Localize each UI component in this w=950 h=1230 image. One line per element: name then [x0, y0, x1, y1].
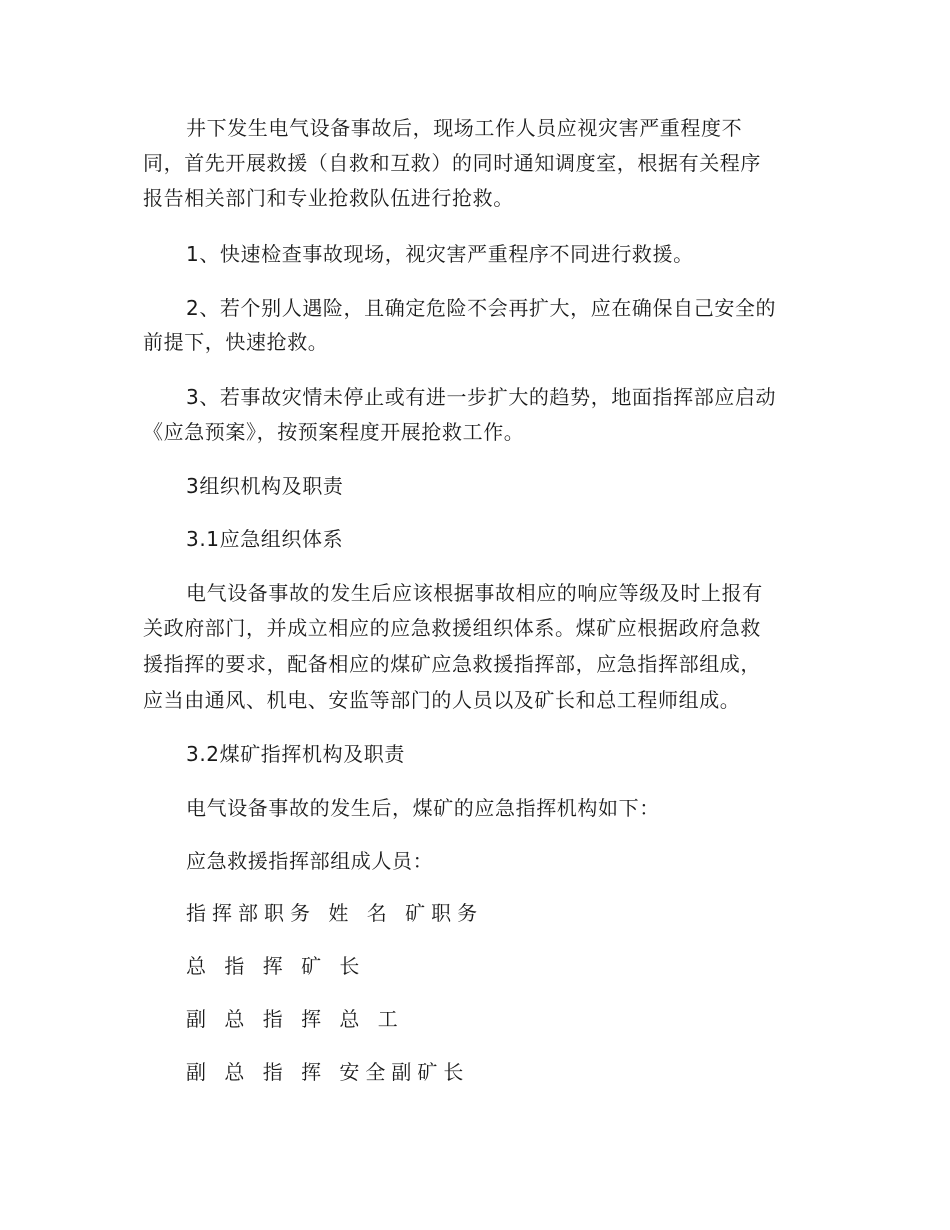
paragraph-line: 援指挥的要求，配备相应的煤矿应急救援指挥部，应急指挥部组成， — [143, 652, 761, 676]
list-item-3: 3、若事故灾情未停止或有进一步扩大的趋势，地面指挥部应启动 — [186, 385, 777, 409]
list-item-2-continuation: 前提下，快速抢救。 — [143, 330, 329, 354]
table-row: 副 总 指 挥 安全副矿长 — [186, 1060, 470, 1084]
paragraph-line: 电气设备事故的发生后，煤矿的应急指挥机构如下： — [186, 796, 660, 820]
section-heading: 3组织机构及职责 — [186, 474, 344, 498]
paragraph-line: 电气设备事故的发生后应该根据事故相应的响应等级及时上报有 — [186, 581, 763, 605]
paragraph-line: 井下发生电气设备事故后，现场工作人员应视灾害严重程度不 — [186, 116, 743, 140]
paragraph-line: 关政府部门，并成立相应的应急救援组织体系。煤矿应根据政府急救 — [143, 616, 761, 640]
table-row: 总 指 挥 矿 长 — [186, 954, 366, 978]
list-item-2: 2、若个别人遇险，且确定危险不会再扩大，应在确保自己安全的 — [186, 296, 777, 320]
list-item-3-continuation: 《应急预案》，按预案程度开展抢救工作。 — [143, 420, 525, 444]
paragraph-line: 应当由通风、机电、安监等部门的人员以及矿长和总工程师组成。 — [143, 688, 741, 712]
paragraph-line: 同，首先开展救援（自救和互救）的同时通知调度室，根据有关程序 — [143, 151, 761, 175]
table-row: 副 总 指 挥 总 工 — [186, 1007, 404, 1031]
table-header: 指挥部职务 姓 名 矿职务 — [186, 901, 484, 925]
subsection-heading: 3.1应急组织体系 — [186, 527, 344, 551]
paragraph-line: 应急救援指挥部组成人员： — [186, 849, 434, 873]
list-item-1: 1、快速检查事故现场，视灾害严重程序不同进行救援。 — [186, 242, 694, 266]
paragraph-line: 报告相关部门和专业抢救队伍进行抢救。 — [143, 186, 514, 210]
subsection-heading: 3.2煤矿指挥机构及职责 — [186, 742, 406, 766]
